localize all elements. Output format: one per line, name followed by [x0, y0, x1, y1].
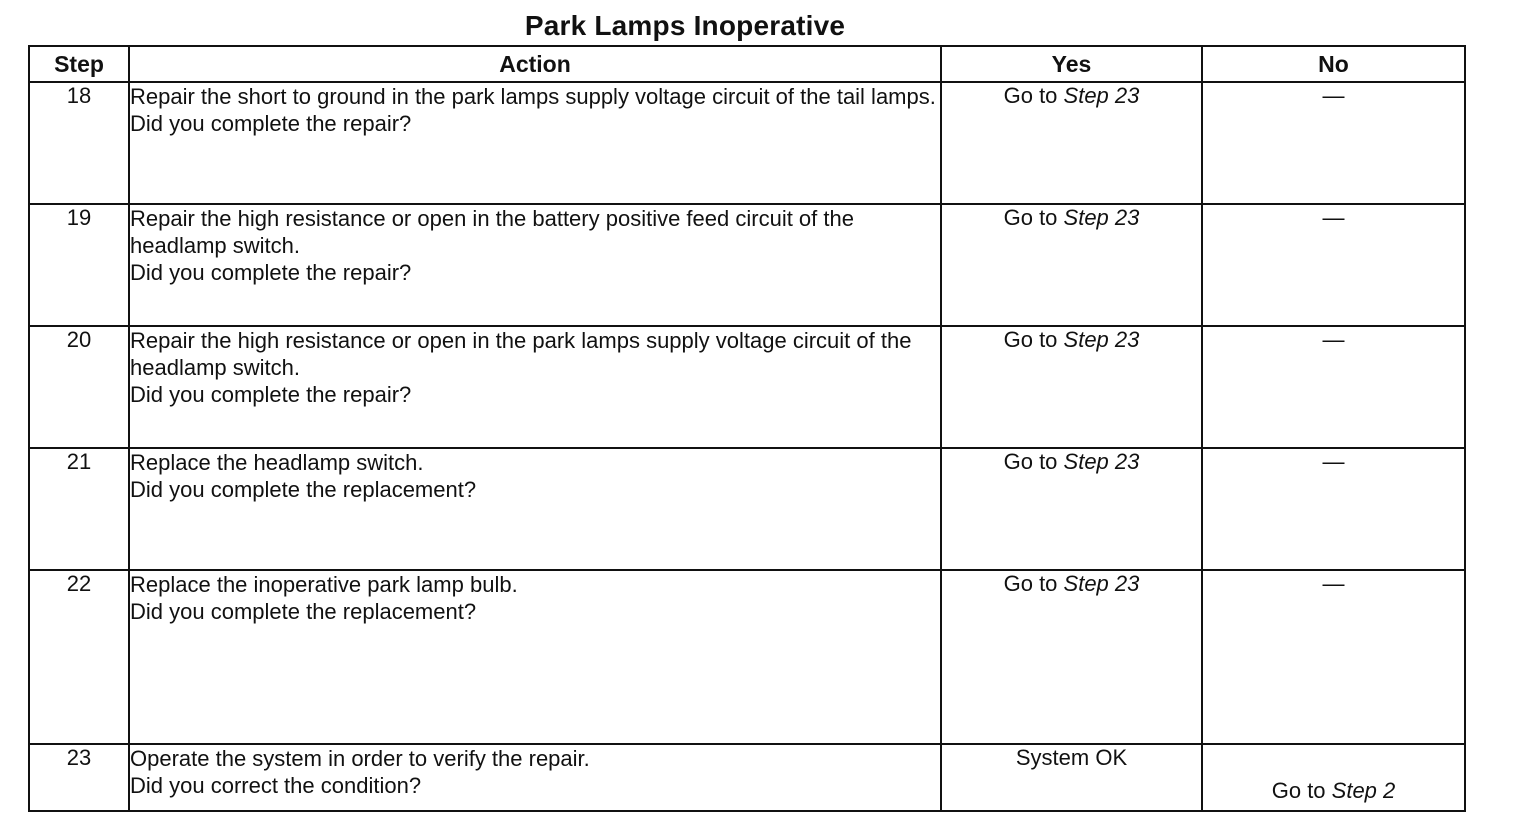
table-row: [29, 570, 1465, 744]
no-cell: [1202, 744, 1465, 811]
step-number: 18: [29, 82, 129, 204]
yes-prefix: Go to: [1003, 205, 1064, 230]
yes-cell: [941, 570, 1202, 744]
step-number: 23: [29, 744, 129, 811]
yes-cell: [941, 448, 1202, 570]
action-text: Repair the short to ground in the park lamps supply voltage circuit of the tail lamps.: [130, 84, 936, 109]
no-cell: —: [1202, 570, 1465, 744]
yes-cell: [941, 326, 1202, 448]
action-cell: [129, 82, 941, 204]
question-text: Did you complete the replacement?: [130, 477, 477, 502]
question-text: Did you complete the repair?: [130, 260, 412, 285]
step-number: 22: [29, 570, 129, 744]
table-row: [29, 82, 1465, 204]
column-header-action: Action: [129, 46, 941, 82]
action-cell: [129, 570, 941, 744]
step-number: 20: [29, 326, 129, 448]
action-text: Replace the inoperative park lamp bulb.: [130, 572, 518, 597]
yes-prefix: Go to: [1003, 571, 1064, 596]
action-text: Repair the high resistance or open in the park lamps supply voltage circuit of the headlamp switch.: [130, 328, 912, 380]
action-text: Operate the system in order to verify the repair.: [130, 746, 590, 771]
no-cell: —: [1202, 204, 1465, 326]
no-prefix: Go to: [1271, 778, 1332, 803]
page-title: Park Lamps Inoperative: [524, 10, 846, 41]
column-header-step: Step: [29, 46, 129, 82]
table-row: [29, 744, 1465, 811]
table-row: [29, 204, 1465, 326]
action-cell: [129, 744, 941, 811]
question-text: Did you complete the repair?: [130, 382, 412, 407]
yes-step-link[interactable]: Step 23: [1063, 449, 1140, 474]
yes-prefix: Go to: [1003, 327, 1064, 352]
no-cell: —: [1202, 82, 1465, 204]
action-cell: [129, 448, 941, 570]
action-cell: [129, 326, 941, 448]
yes-step-link[interactable]: Step 23: [1063, 83, 1140, 108]
yes-step-link[interactable]: Step 23: [1063, 327, 1140, 352]
no-cell: —: [1202, 448, 1465, 570]
no-step-link[interactable]: Step 2: [1331, 778, 1396, 803]
action-text: Replace the headlamp switch.: [130, 450, 424, 475]
yes-cell: [941, 204, 1202, 326]
question-text: Did you complete the replacement?: [130, 599, 477, 624]
step-number: 21: [29, 448, 129, 570]
yes-cell: [941, 82, 1202, 204]
yes-prefix: Go to: [1003, 83, 1064, 108]
question-text: Did you correct the condition?: [130, 773, 422, 798]
yes-prefix: Go to: [1003, 449, 1064, 474]
column-header-no: No: [1202, 46, 1465, 82]
yes-step-link[interactable]: Step 23: [1063, 205, 1140, 230]
yes-step-link[interactable]: Step 23: [1063, 571, 1140, 596]
table-row: [29, 448, 1465, 570]
question-text: Did you complete the repair?: [130, 111, 412, 136]
action-text: Repair the high resistance or open in the battery positive feed circuit of the headlamp switch.: [130, 206, 854, 258]
step-number: 19: [29, 204, 129, 326]
diagnostic-table: [28, 45, 1466, 812]
table-header-row: [29, 46, 1465, 82]
action-cell: [129, 204, 941, 326]
table-row: [29, 326, 1465, 448]
no-cell: —: [1202, 326, 1465, 448]
column-header-yes: Yes: [941, 46, 1202, 82]
yes-cell: System OK: [941, 744, 1202, 811]
